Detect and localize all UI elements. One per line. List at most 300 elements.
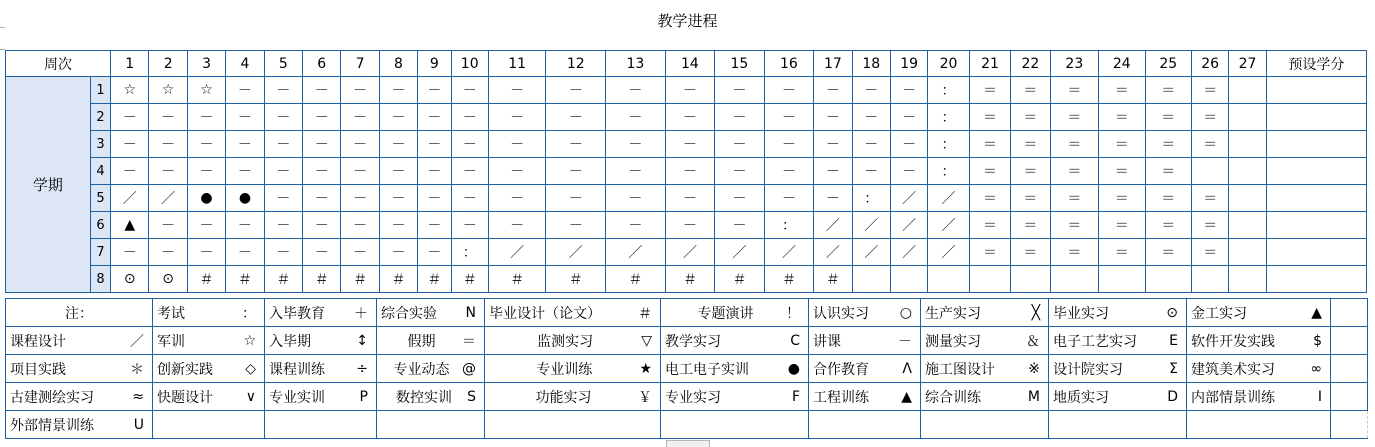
legend-note: 注： [6,299,153,327]
legend-item [809,327,921,355]
legend-empty-cell [921,411,1049,439]
legend-item [377,383,485,411]
schedule-cell: － [303,131,341,158]
schedule-cell: ＝ [1011,158,1050,185]
schedule-cell: － [546,212,606,239]
week-number: 21 [969,51,1010,77]
week-number: 6 [303,51,341,77]
schedule-cell: － [418,77,451,104]
schedule-cell: － [418,212,451,239]
schedule-cell: － [418,131,451,158]
schedule-cell: － [606,185,666,212]
legend-empty-cell [485,411,661,439]
schedule-cell: － [379,131,417,158]
term-number: 4 [90,158,110,185]
legend-item [153,355,265,383]
legend-name: 电子工艺实习 [1053,333,1137,350]
legend-item [1187,327,1331,355]
schedule-cell: ☆ [149,77,187,104]
schedule-cell [969,266,1010,293]
schedule-cell: － [226,77,264,104]
schedule-cell: － [715,212,765,239]
legend-name: 专业动态 [393,361,450,378]
schedule-cell [1229,131,1266,158]
schedule-cell: ＃ [606,266,666,293]
legend-empty-cell [1331,383,1368,411]
legend-item [485,299,661,327]
schedule-cell: － [451,77,488,104]
week-number: 25 [1145,51,1191,77]
schedule-cell: － [303,104,341,131]
schedule-cell: － [546,185,606,212]
schedule-cell: － [379,212,417,239]
legend-symbol: ▲ [1311,304,1322,321]
term-number: 1 [90,77,110,104]
legend-item [1049,383,1187,411]
legend-item [1187,299,1331,327]
schedule-cell: ＝ [969,212,1010,239]
schedule-cell: ／ [111,185,149,212]
schedule-cell: － [606,77,666,104]
legend-item [921,355,1049,383]
schedule-cell: － [341,77,379,104]
schedule-cell: － [814,158,852,185]
schedule-cell: ： [451,239,488,266]
legend-name: 外部情景训练 [10,417,94,434]
schedule-cell: － [764,77,814,104]
schedule-cell: － [715,77,765,104]
schedule-row [6,131,1367,158]
schedule-cell: ＝ [1099,131,1145,158]
schedule-cell: ＃ [488,266,546,293]
schedule-cell: ／ [606,239,666,266]
schedule-cell [890,266,927,293]
legend-empty-cell [661,411,809,439]
schedule-cell [1229,212,1266,239]
schedule-cell: － [303,185,341,212]
schedule-cell: ＃ [341,266,379,293]
legend-item [485,355,661,383]
schedule-row [6,104,1367,131]
legend-item [661,383,809,411]
week-number: 9 [418,51,451,77]
legend-name: 综合实验 [381,305,437,322]
schedule-cell: － [488,185,546,212]
schedule-cell: － [852,77,890,104]
credit-header: 预设学分 [1266,51,1366,77]
schedule-cell: － [111,104,149,131]
legend-name: 专业实习 [665,389,721,406]
week-number: 13 [606,51,666,77]
week-number: 24 [1099,51,1145,77]
legend-symbol: D [1167,388,1178,405]
legend-item [265,299,377,327]
schedule-cell [1099,266,1145,293]
schedule-cell: － [606,104,666,131]
legend-row [6,327,1368,355]
schedule-cell: － [149,104,187,131]
schedule-cell: － [764,185,814,212]
legend-name: 项目实践 [10,361,66,378]
legend-item [809,299,921,327]
schedule-row [6,266,1367,293]
schedule-cell: － [379,77,417,104]
term-label: 学期 [6,77,91,293]
schedule-cell: － [226,212,264,239]
schedule-cell: － [187,131,225,158]
schedule-cell: ＝ [1050,77,1098,104]
schedule-cell: － [488,131,546,158]
week-number: 26 [1192,51,1229,77]
legend-empty-cell [1331,411,1368,439]
schedule-cell: ＃ [764,266,814,293]
legend-symbol: ◇ [245,360,256,377]
schedule-cell: ＃ [418,266,451,293]
schedule-cell: ＃ [303,266,341,293]
legend-symbol: M [1027,388,1040,405]
legend-symbol: ☆ [243,332,256,349]
schedule-cell: － [341,185,379,212]
schedule-table [5,50,1367,293]
schedule-row [6,185,1367,212]
legend-symbol: @ [462,360,476,377]
legend-symbol: Σ [1169,360,1178,377]
schedule-cell: － [418,104,451,131]
schedule-cell: ／ [488,239,546,266]
schedule-cell: － [890,77,927,104]
schedule-cell: － [890,104,927,131]
schedule-cell: ＝ [969,158,1010,185]
schedule-cell [1266,266,1366,293]
schedule-cell: ＃ [451,266,488,293]
legend-item [377,299,485,327]
legend-item [153,383,265,411]
schedule-cell: － [665,185,715,212]
legend-item [6,383,153,411]
schedule-cell: － [149,212,187,239]
schedule-cell: ● [187,185,225,212]
schedule-cell: － [418,239,451,266]
legend-name: 课程训练 [269,361,325,378]
schedule-cell: － [187,158,225,185]
legend-symbol: ⊙ [1166,304,1178,321]
legend-name: 设计院实习 [1053,361,1123,378]
schedule-cell [1266,104,1366,131]
schedule-cell: ＝ [1011,131,1050,158]
schedule-cell [1192,158,1229,185]
schedule-cell: ＝ [1145,131,1191,158]
legend-symbol: ▲ [901,388,912,405]
schedule-cell: ⊙ [111,266,149,293]
schedule-cell: － [418,185,451,212]
schedule-cell: ／ [890,185,927,212]
legend-item [1049,327,1187,355]
schedule-cell [1266,158,1366,185]
legend-name: 生产实习 [925,305,981,322]
schedule-cell: ＝ [1050,158,1098,185]
legend-name: 金工实习 [1191,305,1247,322]
schedule-cell: ＃ [715,266,765,293]
schedule-cell: ＃ [814,266,852,293]
schedule-cell: ＝ [1145,212,1191,239]
term-number: 7 [90,239,110,266]
legend-symbol: ＝ [462,333,476,350]
schedule-cell: － [226,104,264,131]
legend-item [265,355,377,383]
legend-name: 军训 [157,333,185,350]
legend-symbol: U [133,416,144,433]
schedule-cell: － [852,104,890,131]
schedule-cell: － [715,158,765,185]
schedule-cell: ＝ [969,239,1010,266]
legend-symbol: P [359,388,368,405]
legend-row [6,299,1368,327]
schedule-cell: ： [928,158,969,185]
legend-name: 监测实习 [537,333,594,350]
legend-item [153,299,265,327]
week-number: 4 [226,51,264,77]
schedule-cell: ＝ [1050,131,1098,158]
schedule-cell: － [111,158,149,185]
schedule-cell [1229,77,1266,104]
legend-symbol: C [790,332,800,349]
legend-symbol: F [791,388,800,405]
week-number: 3 [187,51,225,77]
schedule-cell: － [341,104,379,131]
schedule-cell: ： [928,104,969,131]
week-number: 19 [890,51,927,77]
legend-item [921,299,1049,327]
legend-symbol: ＃ [638,305,652,322]
schedule-cell: － [341,131,379,158]
term-number: 8 [90,266,110,293]
legend-item [921,383,1049,411]
week-number: 5 [264,51,302,77]
legend-row [6,355,1368,383]
schedule-cell: － [665,104,715,131]
week-number: 20 [928,51,969,77]
legend-symbol: ╳ [1031,304,1040,321]
legend-item [377,327,485,355]
week-number: 18 [852,51,890,77]
schedule-cell: － [187,212,225,239]
legend-symbol: $ [1313,332,1322,349]
legend-symbol: ￥ [638,389,652,406]
schedule-cell: － [890,131,927,158]
schedule-cell: ／ [928,212,969,239]
schedule-cell: ＝ [1145,158,1191,185]
schedule-cell [928,266,969,293]
week-number: 10 [451,51,488,77]
schedule-cell: － [264,158,302,185]
legend-name: 教学实习 [665,333,721,350]
schedule-cell: － [303,158,341,185]
legend-symbol: ＋ [354,305,368,322]
schedule-cell: － [546,158,606,185]
legend-symbol: ＆ [1026,333,1040,350]
schedule-cell: ＝ [1011,212,1050,239]
legend-symbol: ↕ [356,332,368,349]
schedule-cell: ☆ [187,77,225,104]
schedule-cell [1266,239,1366,266]
legend-symbol: N [465,304,476,321]
schedule-cell: ＝ [1145,185,1191,212]
schedule-cell: ／ [890,239,927,266]
schedule-cell: － [226,158,264,185]
schedule-cell: ＝ [1192,239,1229,266]
schedule-cell: － [264,185,302,212]
schedule-cell: － [715,104,765,131]
schedule-cell: ＃ [665,266,715,293]
schedule-cell [1229,104,1266,131]
schedule-cell: ＝ [1050,104,1098,131]
schedule-cell [1229,239,1266,266]
week-number: 23 [1050,51,1098,77]
schedule-cell: ／ [149,185,187,212]
week-number: 7 [341,51,379,77]
schedule-cell: － [764,131,814,158]
schedule-cell: － [264,104,302,131]
schedule-cell: － [451,212,488,239]
schedule-cell: － [379,158,417,185]
term-number: 2 [90,104,110,131]
schedule-cell: ＝ [1192,185,1229,212]
legend-item [1049,355,1187,383]
schedule-cell: － [264,131,302,158]
week-number: 22 [1011,51,1050,77]
week-number: 27 [1229,51,1266,77]
schedule-cell: － [852,131,890,158]
legend-symbol: ！ [786,305,800,322]
legend-symbol: － [898,333,912,350]
schedule-cell: － [226,239,264,266]
term-number: 5 [90,185,110,212]
week-number: 16 [764,51,814,77]
legend-symbol: ÷ [356,360,368,377]
legend-name: 毕业设计（论文） [489,305,601,322]
schedule-cell: － [546,104,606,131]
legend-name: 考试 [157,305,185,322]
term-number: 3 [90,131,110,158]
schedule-cell: － [665,158,715,185]
legend-name: 创新实践 [157,361,213,378]
schedule-cell: ： [928,131,969,158]
schedule-cell [1266,131,1366,158]
schedule-cell: ＝ [1099,212,1145,239]
schedule-cell: － [379,104,417,131]
schedule-cell: ／ [928,185,969,212]
schedule-cell: － [814,77,852,104]
week-number: 12 [546,51,606,77]
schedule-row [6,239,1367,266]
legend-empty-cell [153,411,265,439]
schedule-cell [1229,158,1266,185]
legend-table [5,298,1368,439]
legend-name: 施工图设计 [925,361,995,378]
legend-name: 入毕教育 [269,305,325,322]
week-number: 15 [715,51,765,77]
legend-item [809,355,921,383]
schedule-cell: － [665,131,715,158]
schedule-cell: － [418,158,451,185]
schedule-cell: ＝ [1192,212,1229,239]
legend-name: 假期 [407,333,436,350]
schedule-cell: － [379,239,417,266]
legend-symbol: ＊ [130,361,144,378]
legend-symbol: ∞ [1310,360,1322,377]
legend-item [265,327,377,355]
schedule-cell: ＝ [1145,239,1191,266]
schedule-cell: － [451,131,488,158]
schedule-cell: － [488,158,546,185]
schedule-cell: ＝ [1050,239,1098,266]
legend-empty-cell [809,411,921,439]
schedule-cell: ＝ [1050,212,1098,239]
week-number: 8 [379,51,417,77]
legend-name: 专业训练 [536,361,593,378]
schedule-cell: ＝ [1099,185,1145,212]
legend-name: 功能实习 [535,389,592,406]
legend-symbol: ※ [1028,360,1040,377]
schedule-cell: － [303,212,341,239]
schedule-cell: ＝ [1099,77,1145,104]
schedule-cell: － [488,77,546,104]
schedule-cell: － [606,131,666,158]
legend-item [1049,299,1187,327]
legend-empty-cell [1331,299,1368,327]
schedule-cell: ／ [814,239,852,266]
schedule-cell: － [546,77,606,104]
schedule-cell: ＝ [1011,239,1050,266]
legend-symbol: I [1317,388,1322,405]
schedule-cell [1145,266,1191,293]
legend-name: 工程训练 [813,389,869,406]
schedule-cell: ＃ [226,266,264,293]
schedule-cell: ＝ [1192,104,1229,131]
schedule-cell: － [264,77,302,104]
legend-item [1187,383,1331,411]
legend-name: 电工电子实训 [665,361,749,378]
schedule-cell: － [264,239,302,266]
legend-name: 综合训练 [925,389,981,406]
legend-name: 快题设计 [157,389,213,406]
schedule-cell [1229,185,1266,212]
legend-item [661,327,809,355]
schedule-cell: － [111,239,149,266]
legend-row [6,411,1368,439]
schedule-cell [1266,212,1366,239]
term-number: 6 [90,212,110,239]
schedule-cell: ● [226,185,264,212]
schedule-cell: － [488,212,546,239]
schedule-cell: ＝ [969,104,1010,131]
schedule-cell: ／ [764,239,814,266]
schedule-cell: － [149,239,187,266]
legend-empty-cell [1331,355,1368,383]
week-number: 1 [111,51,149,77]
schedule-cell: － [665,212,715,239]
schedule-row [6,212,1367,239]
schedule-cell: ： [852,185,890,212]
legend-item [485,327,661,355]
schedule-cell: － [303,239,341,266]
schedule-cell: － [852,158,890,185]
schedule-cell: ／ [928,239,969,266]
legend-name: 讲课 [813,333,841,350]
schedule-cell: ＝ [1011,77,1050,104]
legend-name: 毕业实习 [1053,305,1109,322]
schedule-cell: － [451,104,488,131]
